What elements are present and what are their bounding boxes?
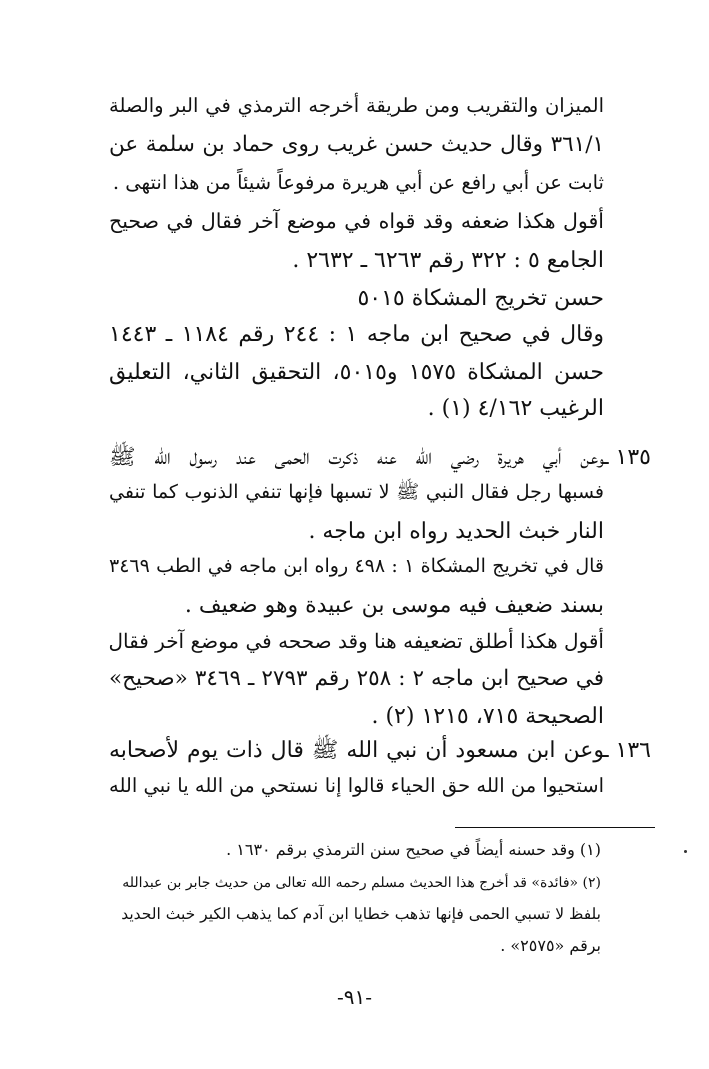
body-line-7: وقال في صحيح ابن ماجه ١ : ٢٤٤ رقم ١١٨٤ ـ ١٤٤٣ bbox=[109, 322, 604, 347]
body-line-4: أقول هكذا ضعفه وقد قواه في موضع آخر فقال في صحيح bbox=[109, 209, 604, 233]
page-number: -٩١- bbox=[336, 985, 372, 1009]
hadith-135-line-2: فسبها رجل فقال النبي ﷺ لا تسبها فإنها تنفي الذنوب كما تنفي bbox=[109, 481, 604, 503]
hadith-135-line-7: في صحيح ابن ماجه ٢ : ٢٥٨ رقم ٢٧٩٣ ـ ٣٤٦٩ «صحيح» bbox=[109, 666, 604, 691]
footnote-2-line-3: برقم «٢٥٧٥» . bbox=[500, 936, 601, 955]
hadith-number-135: ١٣٥ ـ bbox=[602, 445, 651, 470]
body-line-1: الميزان والتقريب ومن طريقة أخرجه الترمذي في البر والصلة bbox=[109, 94, 604, 117]
margin-dot bbox=[684, 850, 687, 853]
body-line-6: حسن تخريج المشكاة ٥٠١٥ bbox=[357, 286, 604, 311]
hadith-136-line-2: استحيوا من الله حق الحياء قالوا إنا نستحي من الله يا نبي الله bbox=[109, 774, 604, 797]
footnote-separator bbox=[455, 827, 655, 828]
hadith-135-line-3: النار خبث الحديد رواه ابن ماجه . bbox=[308, 519, 604, 544]
hadith-135-line-8: الصحيحة ٧١٥، ١٢١٥ (٢) . bbox=[371, 704, 604, 729]
body-line-2: ٣٦١/١ وقال حديث حسن غريب روى حماد بن سلمة عن bbox=[109, 132, 604, 157]
footnote-1: (١) وقد حسنه أيضاً في صحيح سنن الترمذي برقم ١٦٣٠ . bbox=[226, 840, 601, 859]
hadith-135-line-4: قال في تخريج المشكاة ١ : ٤٩٨ رواه ابن ماجه في الطب ٣٤٦٩ bbox=[109, 555, 604, 577]
body-line-3: ثابت عن أبي رافع عن أبي هريرة مرفوعاً شيئاً من هذا انتهى . bbox=[112, 171, 604, 194]
body-line-9: الرغيب ٤/١٦٢ (١) . bbox=[427, 396, 604, 421]
hadith-135-line-6: أقول هكذا أطلق تضعيفه هنا وقد صححه في موضع آخر فقال bbox=[108, 629, 604, 653]
hadith-135-line-5: بسند ضعيف فيه موسى بن عبيدة وهو ضعيف . bbox=[184, 593, 604, 618]
footnote-2-line-2: بلفظ لا تسبي الحمى فإنها تذهب خطايا ابن آدم كما يذهب الكير خبث الحديد bbox=[121, 905, 601, 923]
body-line-8: حسن المشكاة ١٥٧٥ و٥٠١٥، التحقيق الثاني، التعليق bbox=[109, 360, 604, 385]
body-line-5: الجامع ٥ : ٣٢٢ رقم ٦٢٦٣ ـ ٢٦٣٢ . bbox=[292, 248, 604, 273]
hadith-136-line-1: وعن ابن مسعود أن نبي الله ﷺ قال ذات يوم لأصحابه bbox=[109, 738, 604, 763]
footnote-2: (٢) «فائدة» قد أخرج هذا الحديث مسلم رحمه الله تعالى من حديث جابر بن عبدالله bbox=[122, 875, 601, 891]
hadith-number-136: ١٣٦ ـ bbox=[602, 738, 651, 763]
hadith-135-line-1: وعن أبي هريرة رضي الله عنه ذكرت الحمى عند رسول الله ﷺ bbox=[109, 445, 604, 470]
